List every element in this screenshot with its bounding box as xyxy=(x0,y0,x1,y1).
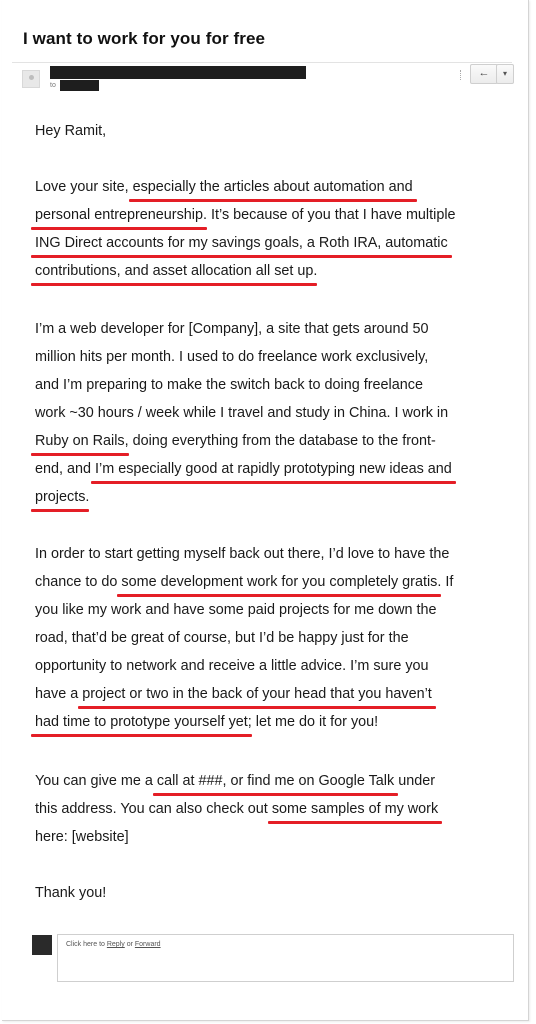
email-subject: I want to work for you for free xyxy=(23,29,266,48)
highlighted-phrase: had time to prototype yourself yet xyxy=(35,714,248,730)
body-text: here: [website] xyxy=(35,829,129,845)
body-line xyxy=(35,657,429,675)
highlighted-phrase: project or two in the back of your head that you haven’t xyxy=(82,686,432,702)
user-avatar xyxy=(32,935,52,955)
chevron-down-icon: ▾ xyxy=(502,69,507,78)
body-line xyxy=(35,800,438,818)
reply-button[interactable] xyxy=(470,64,498,84)
body-text: you like my work and have some paid projects for me down the xyxy=(35,602,437,618)
body-line xyxy=(35,488,89,506)
body-text: opportunity to network and receive a little advice. I’m sure you xyxy=(35,658,429,674)
body-text: and I’m preparing to make the switch back to doing freelance xyxy=(35,377,423,393)
redacted-sender xyxy=(50,66,306,79)
email-panel xyxy=(2,0,529,1021)
body-text: under xyxy=(394,773,436,789)
body-text: . xyxy=(85,489,90,505)
greeting: Hey Ramit, xyxy=(35,123,107,139)
reply-prefix: Click here to xyxy=(66,941,107,948)
body-line xyxy=(35,262,317,280)
body-line xyxy=(35,348,428,366)
highlighted-phrase: ING Direct accounts for my savings goals, a Roth IRA, automatic xyxy=(35,235,448,251)
body-text: work ~30 hours / week while I travel and study in China. I work in xyxy=(35,405,449,421)
body-line xyxy=(35,376,423,394)
highlighted-phrase: Ruby on Rails xyxy=(35,433,125,449)
sender-avatar-icon xyxy=(22,70,40,88)
body-text: million hits per month. I used to do freelance work exclusively, xyxy=(35,349,429,365)
body-line xyxy=(35,601,437,619)
body-text: chance to do xyxy=(35,574,122,590)
reply-box[interactable] xyxy=(57,934,514,982)
signoff: Thank you! xyxy=(35,885,107,901)
body-text: You can give me a xyxy=(35,773,157,789)
body-line xyxy=(35,320,429,338)
body-text: . It’s because of you that I have multiple xyxy=(203,207,456,223)
reply-or: or xyxy=(124,941,135,948)
body-text: road, that’d be great of course, but I’d be happy just for the xyxy=(35,630,409,646)
body-text: end, and xyxy=(35,461,96,477)
body-line xyxy=(35,573,453,591)
body-text: . xyxy=(313,263,318,279)
highlighted-phrase: contributions, and asset allocation all set up xyxy=(35,263,314,279)
highlighted-phrase: projects xyxy=(35,489,86,505)
body-line xyxy=(35,629,409,647)
body-line xyxy=(35,828,129,846)
body-line xyxy=(35,234,448,252)
to-label: to xyxy=(50,82,56,89)
highlighted-phrase: especially the articles about automation and xyxy=(132,179,413,195)
reply-prompt xyxy=(66,941,161,948)
more-options-button[interactable] xyxy=(496,64,514,84)
body-text: have a xyxy=(35,686,83,702)
body-line xyxy=(35,713,378,731)
body-line xyxy=(35,685,432,703)
body-text: this address. You can also check out xyxy=(35,801,272,817)
body-line xyxy=(35,178,413,196)
header-divider xyxy=(12,62,512,63)
body-line xyxy=(35,772,435,790)
body-text: ; let me do it for you! xyxy=(247,714,379,730)
header-separator xyxy=(460,70,463,80)
body-line xyxy=(35,206,456,224)
highlighted-phrase: I’m especially good at rapidly prototyping new ideas and xyxy=(95,461,452,477)
forward-link[interactable]: Forward xyxy=(134,941,161,948)
redacted-recipient xyxy=(60,80,99,91)
highlighted-phrase: some development work for you completely gratis xyxy=(121,574,438,590)
body-line xyxy=(35,404,448,422)
body-text: . If xyxy=(437,574,454,590)
body-text: In order to start getting myself back out there, I’d love to have the xyxy=(35,546,450,562)
highlighted-phrase: personal entrepreneurship xyxy=(35,207,204,223)
body-text: , doing everything from the database to the front- xyxy=(124,433,436,449)
highlighted-phrase: call at ###, or find me on Google Talk xyxy=(156,773,395,789)
body-text: Love your site, xyxy=(35,179,133,195)
body-text: I’m a web developer for [Company], a site that gets around 50 xyxy=(35,321,429,337)
body-line xyxy=(35,545,449,563)
reply-link[interactable]: Reply xyxy=(106,941,125,948)
body-line xyxy=(35,460,452,478)
body-line xyxy=(35,432,436,450)
highlighted-phrase: some samples of my work xyxy=(271,801,439,817)
reply-arrow-icon: ← xyxy=(478,67,490,79)
